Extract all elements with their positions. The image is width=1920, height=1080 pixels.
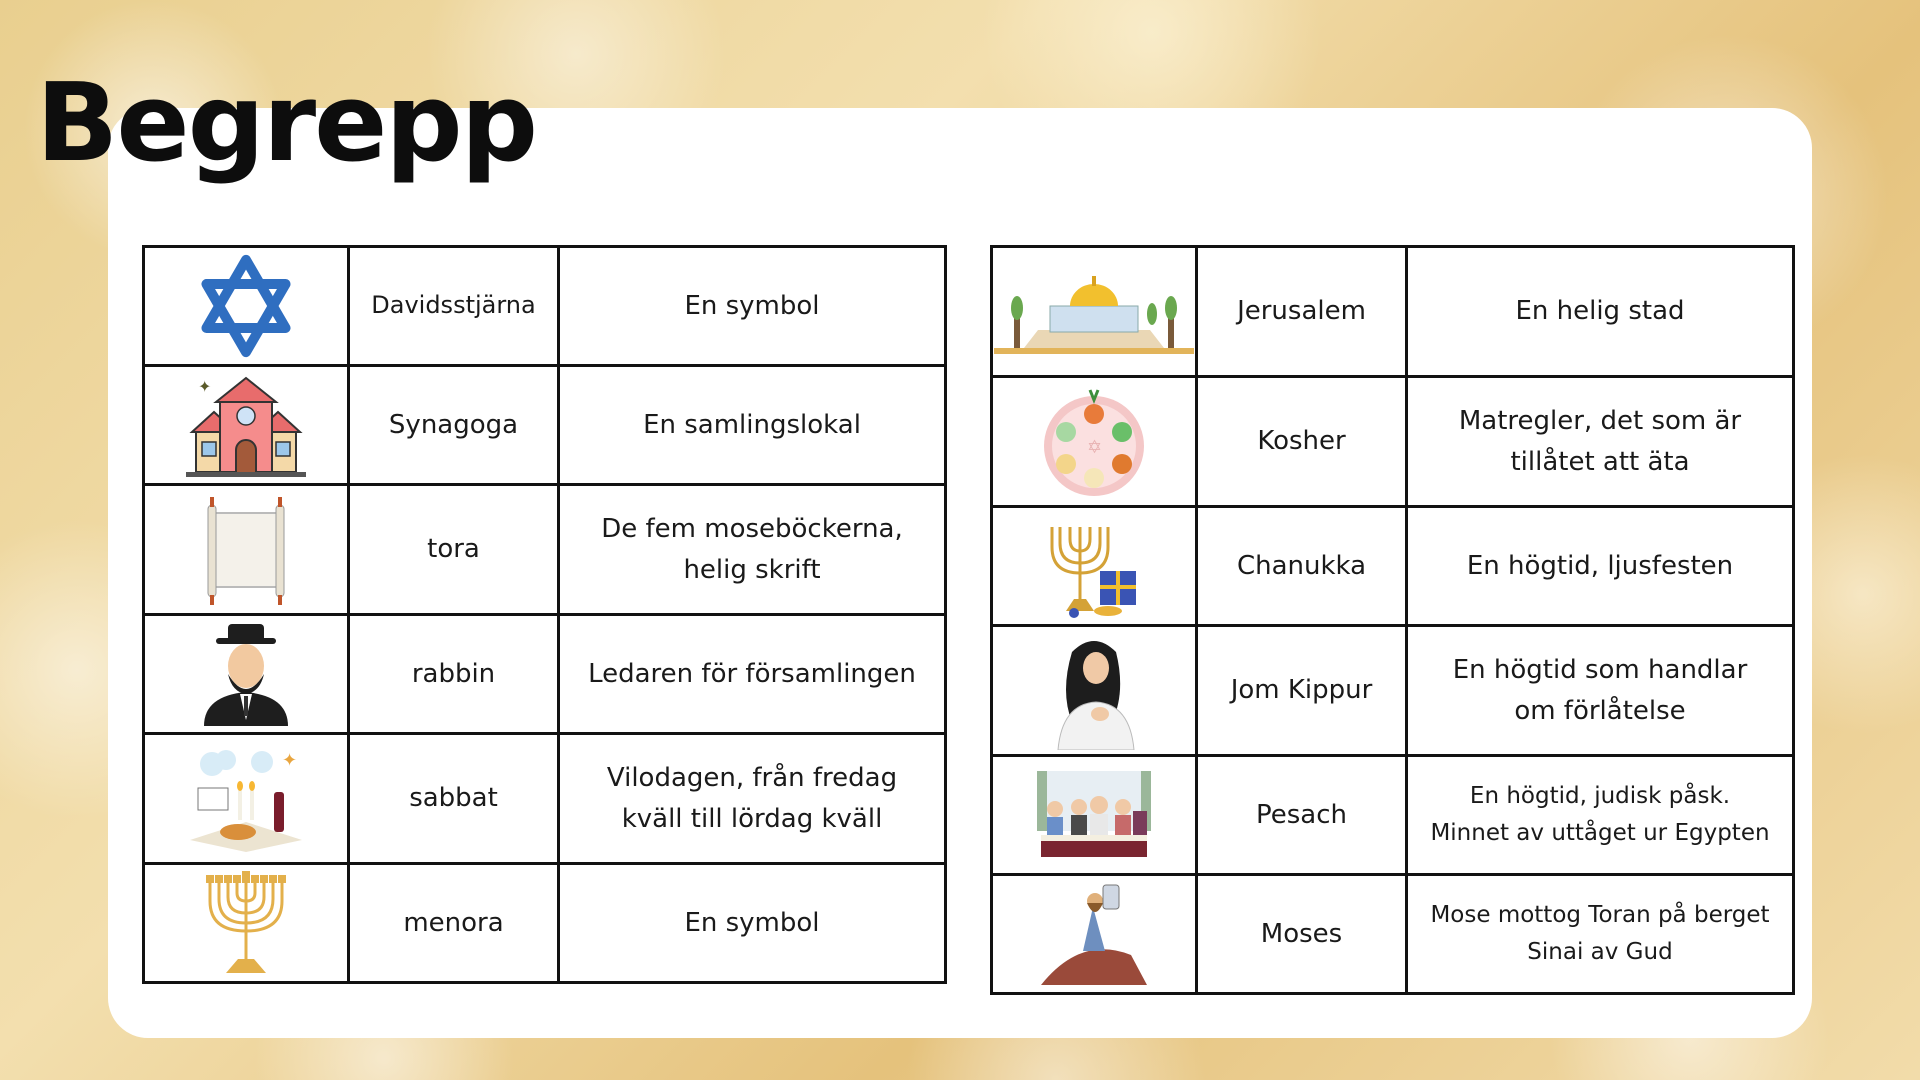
table-row <box>144 366 946 485</box>
hanukkah-menorah-gift-icon <box>992 507 1197 626</box>
rabbi-icon <box>144 615 349 734</box>
definition-cell: En högtid som handlar om förlåtelse <box>1407 626 1794 756</box>
term-cell: Davidsstjärna <box>349 247 559 366</box>
seder-plate-icon <box>992 377 1197 507</box>
definition-cell: En symbol <box>559 864 946 983</box>
table-row <box>992 247 1794 377</box>
term-cell: rabbin <box>349 615 559 734</box>
term-cell: Chanukka <box>1197 507 1407 626</box>
terms-table-right <box>990 245 1795 995</box>
term-cell: Synagoga <box>349 366 559 485</box>
synagogue-icon <box>144 366 349 485</box>
table-row <box>144 734 946 864</box>
definition-cell: Matregler, det som är tillåtet att äta <box>1407 377 1794 507</box>
term-cell: Pesach <box>1197 756 1407 875</box>
table-row <box>992 875 1794 994</box>
definition-cell: Ledaren för församlingen <box>559 615 946 734</box>
definition-cell: Vilodagen, från fredag kväll till lördag kväll <box>559 734 946 864</box>
definition-cell: De fem moseböckerna, helig skrift <box>559 485 946 615</box>
definition-cell: En helig stad <box>1407 247 1794 377</box>
shabbat-table-icon <box>144 734 349 864</box>
jerusalem-dome-icon <box>992 247 1197 377</box>
term-cell: tora <box>349 485 559 615</box>
menorah-icon <box>144 864 349 983</box>
term-cell: Jom Kippur <box>1197 626 1407 756</box>
definition-cell: Mose mottog Toran på berget Sinai av Gud <box>1407 875 1794 994</box>
table-row <box>992 507 1794 626</box>
table-row <box>144 247 946 366</box>
definition-cell: En symbol <box>559 247 946 366</box>
table-row <box>144 615 946 734</box>
term-cell: Moses <box>1197 875 1407 994</box>
term-cell: Kosher <box>1197 377 1407 507</box>
svg-text:✡: ✡ <box>1087 436 1103 458</box>
torah-scroll-icon <box>144 485 349 615</box>
term-cell: Jerusalem <box>1197 247 1407 377</box>
praying-woman-icon <box>992 626 1197 756</box>
term-cell: menora <box>349 864 559 983</box>
svg-text:✦: ✦ <box>198 377 212 396</box>
table-row <box>144 485 946 615</box>
table-row <box>144 864 946 983</box>
table-row <box>992 756 1794 875</box>
moses-tablets-icon <box>992 875 1197 994</box>
definition-cell: En högtid, ljusfesten <box>1407 507 1794 626</box>
definition-cell: En samlingslokal <box>559 366 946 485</box>
table-row <box>992 626 1794 756</box>
terms-table-left <box>142 245 947 984</box>
star-of-david-icon <box>144 247 349 366</box>
definition-cell: En högtid, judisk påsk. Minnet av uttåget ur Egypten <box>1407 756 1794 875</box>
term-cell: sabbat <box>349 734 559 864</box>
table-row <box>992 377 1794 507</box>
page-title: Begrepp <box>36 61 537 186</box>
svg-text:✦: ✦ <box>282 749 298 771</box>
passover-family-icon <box>992 756 1197 875</box>
